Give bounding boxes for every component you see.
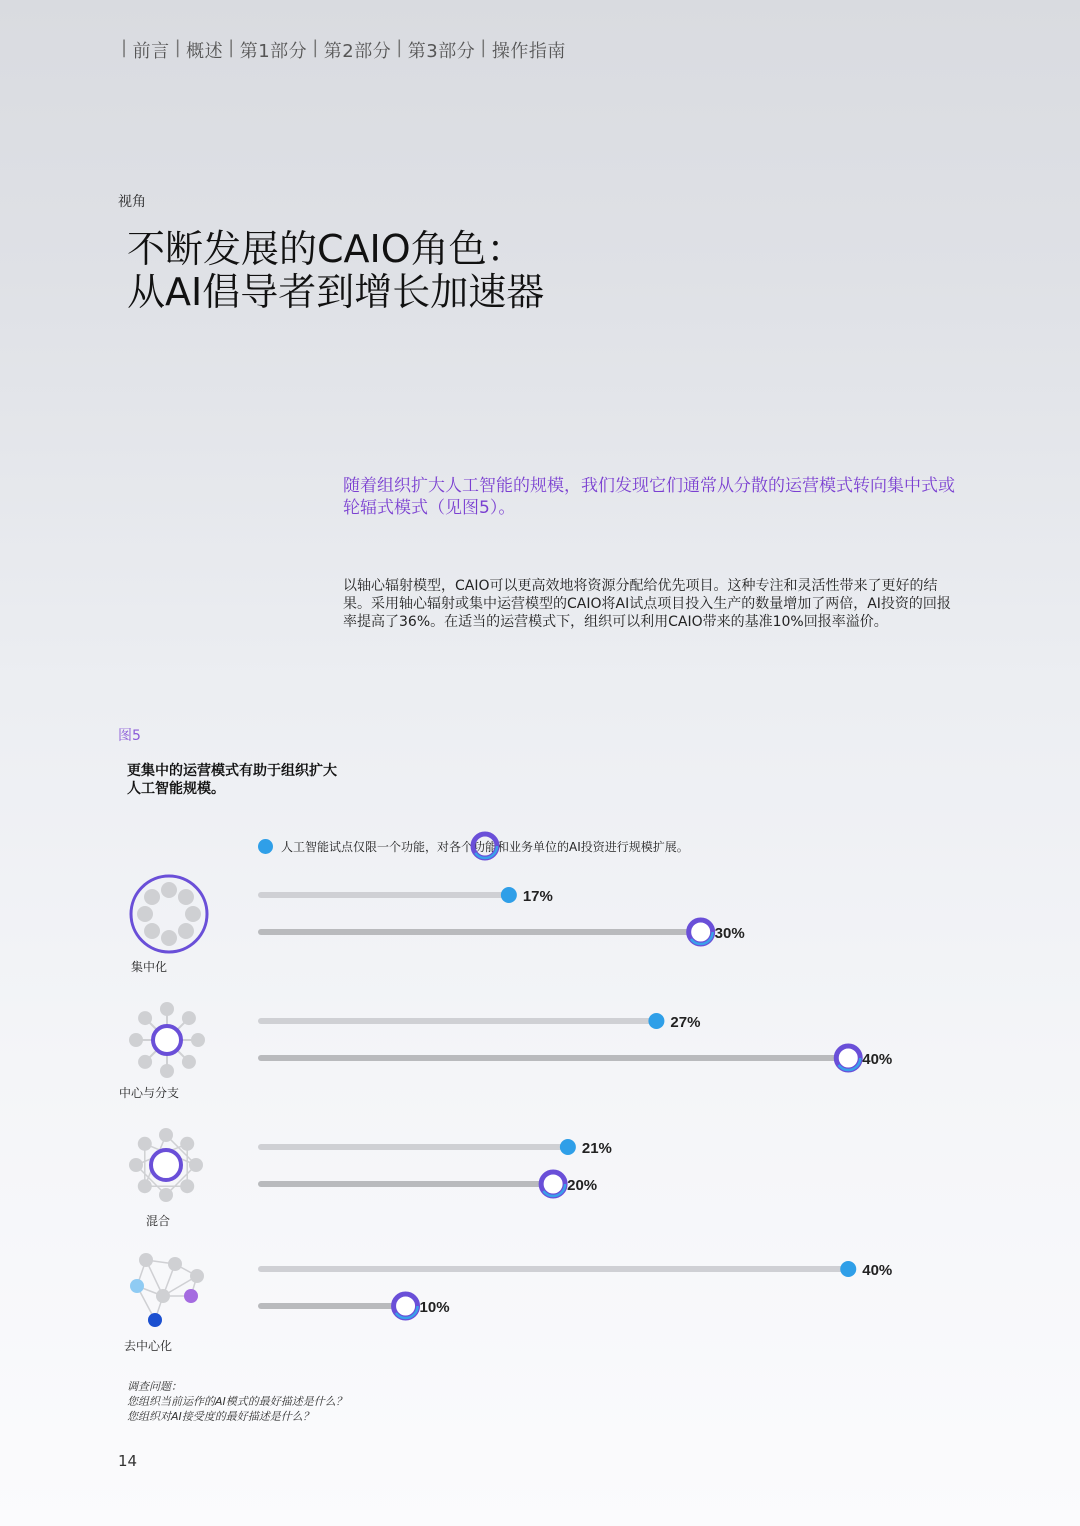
- node-icon: [182, 1055, 196, 1069]
- node-icon: [190, 1269, 204, 1283]
- lead-paragraph: 随着组织扩大人工智能的规模，我们发现它们通常从分散的运营模式转向集中式或轮辐式模式（见图5）。: [343, 476, 955, 518]
- page-title-line-1: 不断发展的CAIO角色：: [127, 227, 525, 271]
- nav-separator: |: [396, 37, 403, 58]
- node-icon: [161, 930, 177, 946]
- decentralized-model-icon: [148, 1313, 162, 1327]
- node-icon: [191, 1033, 205, 1047]
- bar-value-label: 17%: [522, 888, 553, 905]
- eyebrow-label: 视角: [118, 194, 146, 210]
- survey-notes-heading: 调查问题：: [127, 1380, 182, 1393]
- node-icon: [160, 1064, 174, 1078]
- node-icon: [185, 906, 201, 922]
- node-icon: [178, 889, 194, 905]
- nav-item-3[interactable]: 第2部分: [323, 41, 392, 62]
- page-number: 14: [118, 1452, 138, 1470]
- node-icon: [189, 1158, 203, 1172]
- node-icon: [180, 1137, 194, 1151]
- bar-value-label: 27%: [670, 1014, 701, 1031]
- node-icon: [182, 1011, 196, 1025]
- node-icon: [138, 1055, 152, 1069]
- node-icon: [159, 1188, 173, 1202]
- hub-spoke-model-icon: [153, 1026, 181, 1054]
- bar-end-dot: [501, 887, 517, 903]
- body-paragraph: 以轴心辐射模型，CAIO可以更高效地将资源分配给优先项目。这种专注和灵活性带来了更好的结果。采用轴心辐射或集中运营模型的CAIO将AI试点项目投入生产的数量增加了两倍，AI投资的回报率提高了36%。在适当的运营模式下，组织可以利用CAIO带来的基准10%回报率溢价。: [343, 578, 951, 630]
- node-icon: [137, 906, 153, 922]
- nav-item-5[interactable]: 操作指南: [491, 41, 566, 62]
- bar-value-label: 40%: [862, 1262, 893, 1279]
- node-icon: [129, 1033, 143, 1047]
- node-icon: [130, 1279, 144, 1293]
- bar-end-dot: [840, 1261, 856, 1277]
- hybrid-model-icon: [151, 1150, 181, 1180]
- bar-track: [258, 1181, 553, 1187]
- node-icon: [144, 923, 160, 939]
- bar-track: [258, 929, 701, 935]
- node-icon: [180, 1179, 194, 1193]
- bar-track: [258, 1303, 406, 1309]
- nav-separator: |: [480, 37, 487, 58]
- bar-track: [258, 1018, 656, 1024]
- operating-model-label: 集中化: [131, 960, 168, 974]
- figure-label: 图5: [118, 728, 141, 744]
- nav-item-4[interactable]: 第3部分: [407, 41, 476, 62]
- survey-question-1: 您组织当前运作的AI模式的最好描述是什么？: [127, 1395, 347, 1408]
- node-icon: [168, 1257, 182, 1271]
- nav-separator: |: [228, 37, 235, 58]
- bar-value-label: 40%: [862, 1051, 893, 1068]
- bar-track: [258, 1144, 568, 1150]
- node-icon: [138, 1179, 152, 1193]
- operating-model-label: 去中心化: [124, 1339, 173, 1353]
- bar-track: [258, 1055, 848, 1061]
- node-icon: [138, 1011, 152, 1025]
- page-title-line-2: 从AI倡导者到增长加速器: [127, 270, 545, 314]
- bar-value-label: 21%: [581, 1140, 612, 1157]
- bar-value-label: 10%: [419, 1299, 450, 1316]
- node-icon: [144, 889, 160, 905]
- node-icon: [184, 1289, 198, 1303]
- node-icon: [161, 882, 177, 898]
- operating-model-label: 混合: [146, 1214, 171, 1228]
- bar-end-dot: [648, 1013, 664, 1029]
- nav-item-2[interactable]: 第1部分: [239, 41, 308, 62]
- legend-text: 人工智能试点仅限一个功能，对各个功能和业务单位的AI投资进行规模扩展。: [281, 840, 689, 854]
- nav-separator: |: [174, 37, 182, 58]
- bar-end-dot: [560, 1139, 576, 1155]
- figure-title: 更集中的运营模式有助于组织扩大人工智能规模。: [127, 763, 337, 797]
- survey-notes: [127, 1379, 347, 1424]
- nav-separator: |: [121, 37, 128, 58]
- node-icon: [139, 1253, 153, 1267]
- nav-separator: |: [312, 37, 319, 58]
- operating-model-label: 中心与分支: [119, 1086, 180, 1100]
- nav-item-0[interactable]: 前言: [132, 41, 170, 62]
- bar-track: [258, 892, 509, 898]
- node-icon: [138, 1137, 152, 1151]
- node-icon: [160, 1002, 174, 1016]
- nav-item-1[interactable]: 概述: [186, 41, 224, 62]
- node-icon: [159, 1128, 173, 1142]
- survey-question-2: 您组织对AI接受度的最好描述是什么？: [127, 1410, 314, 1423]
- node-icon: [156, 1289, 170, 1303]
- node-icon: [178, 923, 194, 939]
- bar-track: [258, 1266, 848, 1272]
- bar-value-label: 30%: [714, 925, 745, 942]
- node-icon: [129, 1158, 143, 1172]
- bar-value-label: 20%: [567, 1177, 598, 1194]
